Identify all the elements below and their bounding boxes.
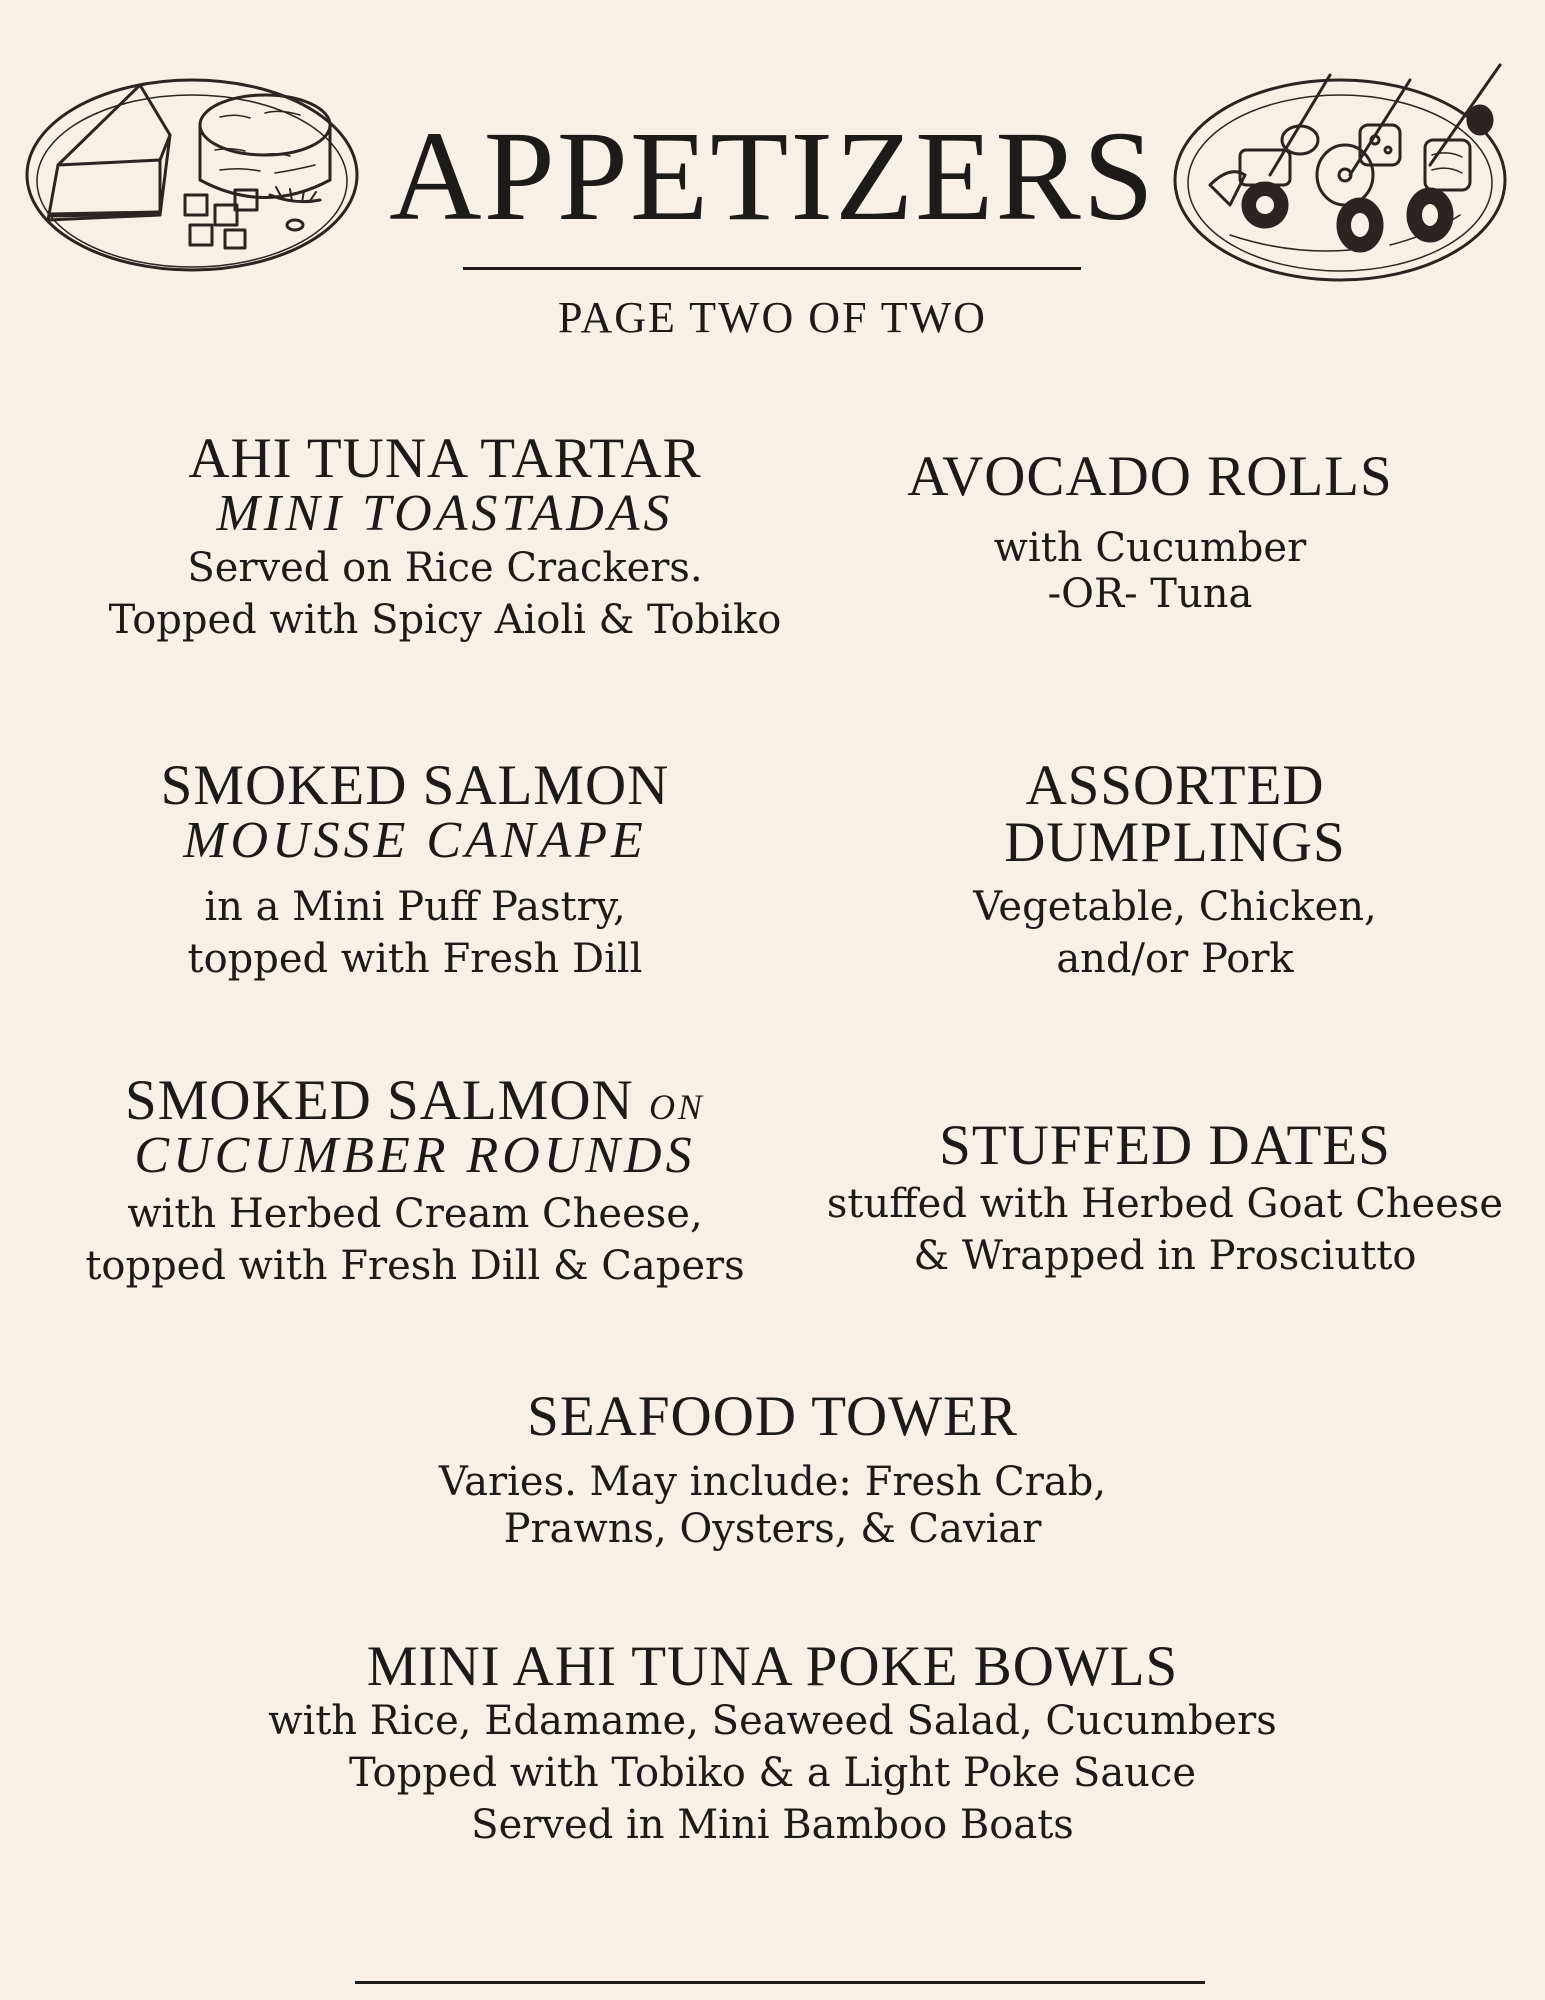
item-description-line: Served on Rice Crackers. [187,544,703,591]
item-name: SMOKED SALMON [160,754,670,817]
item-description-line: topped with Fresh Dill & Capers [85,1242,745,1289]
item-description-line: Topped with Tobiko & a Light Poke Sauce [348,1750,1196,1796]
item-description-line: stuffed with Herbed Goat Cheese [826,1181,1504,1227]
item-name: ASSORTED [1025,754,1325,817]
item-description-line: topped with Fresh Dill [187,935,643,982]
menu-item-ahi-tuna-tartar [60,427,830,646]
item-description-line: with Herbed Cream Cheese, [127,1190,703,1237]
menu-item-avocado-rolls [850,445,1450,617]
item-name-suffix: ON [648,1087,705,1127]
item-name: DUMPLINGS [1004,811,1346,874]
item-description-line: Served in Mini Bamboo Boats [471,1802,1074,1848]
item-description-line: Varies. May include: Fresh Crab, [438,1459,1107,1505]
item-name: MINI AHI TUNA POKE BOWLS [366,1635,1179,1698]
page-subtitle: PAGE TWO OF TWO [558,293,987,342]
item-description-line: with Rice, Edamame, Seaweed Salad, Cucumbers [268,1698,1277,1744]
item-name: AHI TUNA TARTAR [188,427,702,490]
item-name: AVOCADO ROLLS [907,445,1393,508]
menu-item-poke-bowls [0,1635,1545,1851]
menu-item-stuffed-dates [790,1114,1540,1282]
menu-item-smoked-salmon-cucumber [50,1069,780,1292]
item-name: SEAFOOD TOWER [527,1385,1018,1448]
item-description-line: Vegetable, Chicken, [973,884,1377,930]
item-name-row [50,1069,780,1132]
item-subtitle: CUCUMBER ROUNDS [134,1127,696,1184]
item-name: SMOKED SALMON [125,1069,634,1132]
page-title: APPETIZERS [389,105,1156,247]
menu-item-smoked-salmon-mousse [60,754,770,985]
item-description-line: -OR- Tuna [1047,571,1253,617]
item-description-line: & Wrapped in Prosciutto [913,1233,1417,1279]
item-subtitle: MINI TOASTADAS [216,485,674,542]
item-subtitle: MOUSSE CANAPE [183,812,647,869]
item-description-line: with Cucumber [993,525,1307,571]
title-divider [463,267,1081,270]
menu-item-assorted-dumplings [890,754,1460,985]
item-description-line: and/or Pork [1056,936,1294,982]
item-description-line: Prawns, Oysters, & Caviar [503,1506,1042,1553]
footer-divider [355,1981,1205,1984]
item-description-line: Topped with Spicy Aioli & Tobiko [108,596,782,643]
menu-item-seafood-tower [0,1385,1545,1553]
item-description-line: in a Mini Puff Pastry, [204,883,626,930]
item-name: STUFFED DATES [939,1114,1391,1177]
